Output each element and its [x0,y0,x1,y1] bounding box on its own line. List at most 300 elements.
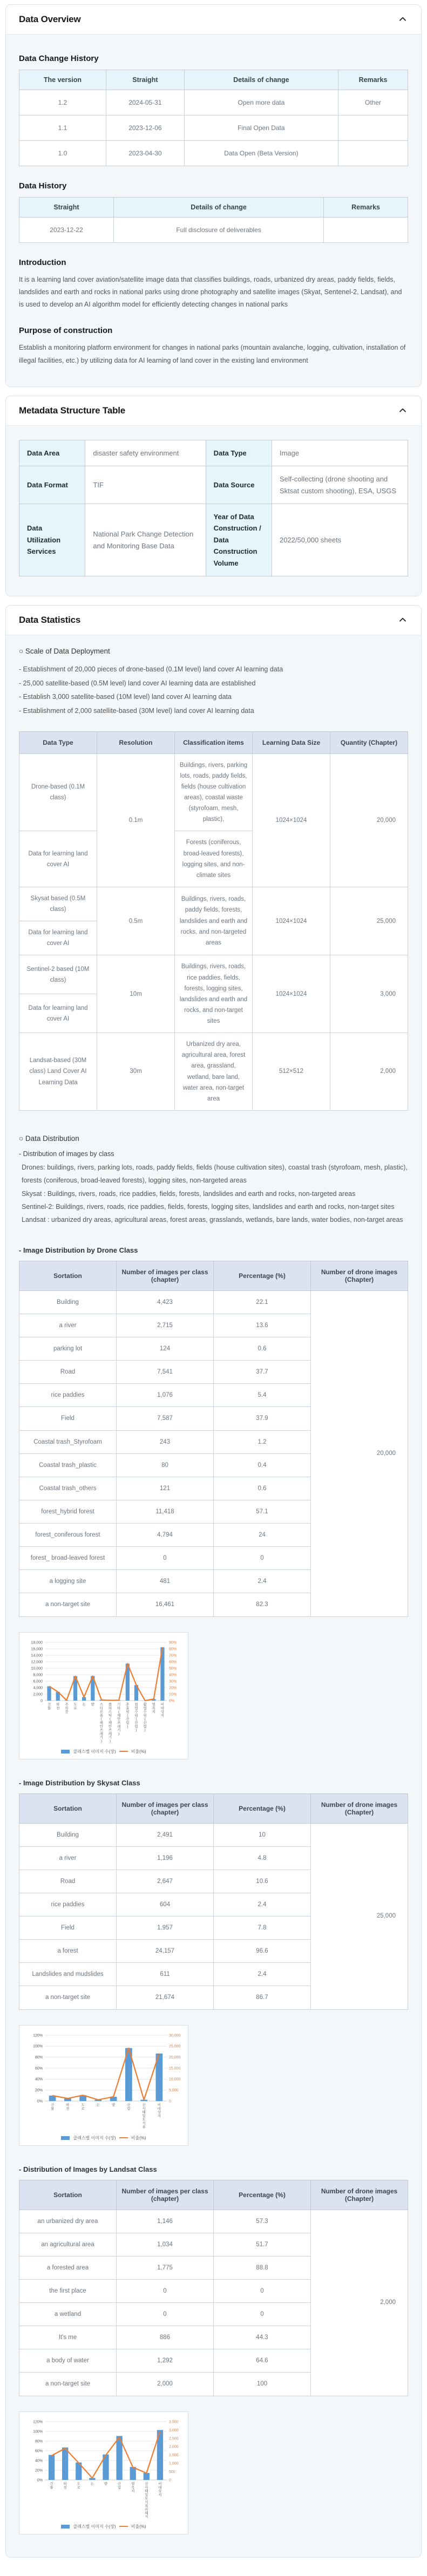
svg-text:2,000: 2,000 [33,1693,43,1696]
svg-text:8,000: 8,000 [33,1673,43,1677]
svg-text:80%: 80% [169,1647,177,1651]
table-row [19,1823,408,1846]
table-cell: TIF [85,466,206,504]
x-axis-label: 기 타 ( 해 안 쓰 레 기 ) [117,1702,121,1736]
table-cell: 2024-05-31 [106,90,185,115]
table-cell: 21,674 [117,1986,214,2009]
metadata-body [6,426,421,596]
table-cell: 20,000 [330,753,408,887]
table-cell: 1,076 [117,1384,214,1407]
scale-bullets [19,663,408,718]
table-cell: 2023-12-22 [19,218,114,243]
table-cell: Other [338,90,408,115]
svg-text:10,000: 10,000 [31,1667,43,1670]
table-cell: rice paddies [19,1384,117,1407]
column-header: Percentage (%) [214,2180,311,2210]
svg-text:20%: 20% [169,1686,177,1690]
svg-text:60%: 60% [35,2449,43,2453]
metadata-title: Metadata Structure Table [19,405,125,416]
table-cell: 1,196 [117,1846,214,1870]
svg-text:6,000: 6,000 [33,1680,43,1683]
table-cell: 0 [214,2279,311,2302]
data-statistics-title: Data Statistics [19,615,80,626]
svg-text:60%: 60% [169,1660,177,1664]
introduction-text: It is a learning land cover aviation/satellite image data that classifies buildings, roads, urbanized dry areas, paddy fields, fields, landslides and earth and rocks in national parks using drone photography and satellite images (Skyat, Sentenel-2, Landsat), and is used to develop an AI algorithm model for efficiently detecting changes in national parks [19,274,408,311]
x-axis-label: 건 물 [51,2102,55,2111]
table-cell: 2.4 [214,1893,311,1916]
table-cell: Open more data [184,90,338,115]
table-cell: a river [19,1314,117,1337]
column-header: Classification items [175,731,253,753]
table-cell: 2,647 [117,1870,214,1893]
table-cell: 2,491 [117,1823,214,1846]
table-cell: 2,715 [117,1314,214,1337]
table-cell: 1,957 [117,1916,214,1940]
table-cell: 10 [214,1823,311,1846]
table-cell: 0 [117,2303,214,2326]
table-cell: 30m [97,1033,175,1111]
table-cell: 24 [214,1524,311,1547]
legend-line-label: 비율(%) [131,2135,146,2141]
table-cell: Data for learning land cover AI [19,831,97,887]
table-cell: 121 [117,1477,214,1500]
table-cell: 0.6 [214,1337,311,1361]
table-cell: Building [19,1823,117,1846]
svg-text:10%: 10% [169,1693,177,1696]
table-cell: forest_hybrid forest [19,1500,117,1523]
svg-text:0: 0 [40,1699,43,1703]
table-cell: 16,461 [117,1593,214,1616]
table-cell: 0 [117,2279,214,2302]
table-row [19,218,408,243]
change-history-table [19,70,408,166]
table-cell: Field [19,1916,117,1940]
table-cell: 11,418 [117,1500,214,1523]
svg-text:1,000: 1,000 [169,2462,179,2465]
table-cell: 1.1 [19,115,106,141]
column-header: Percentage (%) [214,1261,311,1290]
legend-bar-swatch [61,2525,70,2529]
table-cell: a river [19,1846,117,1870]
table-cell: 7,541 [117,1361,214,1384]
table-row [19,90,408,115]
svg-text:2,500: 2,500 [169,2437,179,2441]
bar [49,2455,55,2479]
drone-distribution-table [19,1261,408,1617]
data-overview-body [6,35,421,386]
svg-text:16,000: 16,000 [31,1647,43,1651]
table-cell: 1024×1024 [253,955,330,1033]
data-table [19,70,408,166]
table-row [19,1290,408,1314]
table-cell: Buildings, rivers, roads, rice paddies, fields, forests, logging sites, landslides and earth and rocks, and non-target sites [175,955,253,1033]
svg-text:14,000: 14,000 [31,1654,43,1657]
trend-line [52,2048,159,2099]
table-cell: 86.7 [214,1986,311,2009]
x-axis-label: 밭 [91,1702,95,1707]
table-cell: 10m [97,955,175,1033]
legend-line-label: 비율(%) [131,2524,146,2530]
table-cell: 20,000 [311,1290,408,1616]
table-row [19,753,408,831]
table-row [19,1033,408,1111]
class-line-skysat: Skysat : Buildings, rivers, roads, rice paddies, fields, forests, landslides and earth and rocks, non-targeted areas [19,1187,408,1200]
table-cell [338,141,408,166]
table-cell: 886 [117,2326,214,2349]
x-axis-label: 하 천 [66,2102,70,2111]
data-statistics-header[interactable] [6,606,421,635]
svg-text:70%: 70% [169,1654,177,1657]
data-table [19,1793,408,2010]
svg-text:25,000: 25,000 [169,2044,181,2048]
class-distribution-lines [19,1161,408,1227]
skysat-distribution-heading: - Image Distribution by Skysat Class [19,1779,408,1787]
table-cell: 243 [117,1430,214,1453]
x-axis-label: 밭 [104,2481,108,2486]
data-history-heading: Data History [19,181,408,191]
svg-text:10,000: 10,000 [169,2077,181,2081]
table-row [19,887,408,921]
landsat-distribution-heading: - Distribution of Images by Landsat Class [19,2165,408,2173]
svg-text:100%: 100% [33,2430,43,2434]
table-cell: Landslides and mudslides [19,1963,117,1986]
table-cell: a body of water [19,2349,117,2373]
svg-text:2,000: 2,000 [169,2445,179,2449]
svg-text:60%: 60% [35,2067,43,2070]
table-cell: 13.6 [214,1314,311,1337]
table-cell [324,218,408,243]
purpose-text: Establish a monitoring platform environment for changes in national parks (mountain avalanche, logging, cultivation, installation of illegal facilities, etc.) by utilizing data for AI learning of land cover in the existing land environment [19,342,408,366]
table-cell: Year of Data Construction / Data Construction Volume [206,504,272,576]
table-cell: Self-collecting (drone shooting and Sktsat custom shooting), ESA, USGS [272,466,408,504]
x-axis-label: 플 라 스 틱 ( 해 안 쓰 레 기 ) [109,1702,112,1743]
table-cell: Final Open Data [184,115,338,141]
table-cell: 2023-04-30 [106,141,185,166]
table-cell: Coastal trash_others [19,1477,117,1500]
table-cell: 604 [117,1893,214,1916]
legend-line-swatch [119,2137,128,2139]
table-cell: 2,000 [117,2373,214,2396]
data-overview-title: Data Overview [19,14,81,25]
column-header: Data Type [19,731,97,753]
chart-svg [21,2416,186,2522]
table-row [19,466,408,504]
column-header: Learning Data Size [253,731,330,753]
table-cell: 481 [117,1570,214,1593]
card-data-statistics [5,605,422,2557]
column-header: Number of drone images (Chapter) [311,1793,408,1823]
scale-bullet: - Establishment of 2,000 satellite-based (30M level) land cover AI learning data [19,704,408,718]
table-cell: Building [19,1290,117,1314]
x-axis-label: 논 [97,2103,100,2107]
chevron-up-icon[interactable] [397,615,408,626]
column-header: Straight [19,198,114,218]
x-axis-label: 스 티 로 폼 ( 해 안 쓰 레 기 ) [100,1702,104,1743]
scale-bullet: - 25,000 satellite-based (0.5M level) land cover AI learning data are established [19,677,408,691]
table-cell: Data Area [19,440,85,466]
bar [144,2473,150,2480]
table-cell: 2.4 [214,1570,311,1593]
table-cell: Image [272,440,408,466]
table-cell: Data for learning land cover AI [19,921,97,955]
svg-text:100%: 100% [33,2044,43,2048]
drone-class-chart [19,1632,188,1759]
table-row [19,2210,408,2233]
x-axis-label: 하 천 [56,1702,60,1710]
table-cell: 4,423 [117,1290,214,1314]
svg-text:120%: 120% [33,2420,43,2424]
legend-line-swatch [119,2526,128,2527]
legend-bar-label: 클래스별 이미지 수(장) [73,2524,116,2530]
table-cell: a logging site [19,1570,117,1593]
svg-text:40%: 40% [169,1673,177,1677]
svg-text:4,000: 4,000 [33,1686,43,1690]
table-cell: 611 [117,1963,214,1986]
svg-text:40%: 40% [35,2459,43,2463]
table-cell: 5.4 [214,1384,311,1407]
table-cell: Buildings, rivers, parking lots, roads, paddy fields, fields (house cultivation areas), coastal waste (styrofoam, mesh, plastic), [175,753,253,831]
table-cell: 1,034 [117,2233,214,2256]
table-cell: 7,587 [117,1407,214,1430]
table-cell: 57.1 [214,1500,311,1523]
column-header: Resolution [97,731,175,753]
table-cell: Buildings, rivers, roads, paddy fields, forests, landslides and earth and rocks, and non-targeted areas [175,887,253,955]
column-header: The version [19,70,106,90]
table-cell: forest_ broad-leaved forest [19,1547,117,1570]
table-cell: 1,775 [117,2256,214,2279]
chart-legend [19,2133,188,2144]
svg-text:18,000: 18,000 [31,1641,43,1644]
table-cell: Field [19,1407,117,1430]
svg-text:3,500: 3,500 [169,2420,179,2424]
table-row [19,504,408,576]
table-cell: 88.8 [214,2256,311,2279]
table-cell: 2022/50,000 sheets [272,504,408,576]
table-cell: 0.5m [97,887,175,955]
table-cell: 96.6 [214,1940,311,1963]
table-cell: 0.6 [214,1477,311,1500]
deployment-table [19,731,408,1111]
table-cell: Data Format [19,466,85,504]
introduction-heading: Introduction [19,258,408,267]
class-line-sentinel: Sentinel-2: Buildings, rivers, roads, rice paddies, fields, forests, logging sites, landslides and earth and rocks, non-target sites [19,1200,408,1213]
data-table [19,731,408,1111]
metadata-table [19,440,408,577]
svg-text:0%: 0% [37,2478,43,2482]
table-cell: 1,146 [117,2210,214,2233]
table-cell: 0.4 [214,1453,311,1477]
x-axis-label: 건 물 [48,1702,51,1710]
table-cell: Skysat based (0.5M class) [19,887,97,921]
metadata-header[interactable] [6,396,421,426]
skysat-distribution-table [19,1793,408,2010]
table-cell: Landsat-based (30M class) Land Cover AI Learning Data [19,1033,97,1111]
x-axis-label: 침 엽 수 림 ( 산 림 ) [134,1702,138,1732]
table-cell: 512×512 [253,1033,330,1111]
legend-bar-label: 클래스별 이미지 수(장) [73,1749,116,1755]
table-cell: Data for learning land cover AI [19,994,97,1033]
svg-text:50%: 50% [169,1667,177,1670]
table-cell [338,115,408,141]
table-cell: Forests (coniferous, broad-leaved forests), logging sites, and non-climate sites [175,831,253,887]
svg-text:3,000: 3,000 [169,2428,179,2432]
x-axis-label: 도 로 [81,2103,85,2111]
table-cell: a non-target site [19,1986,117,2009]
svg-text:0: 0 [169,2478,171,2482]
table-cell: 0 [117,1547,214,1570]
class-line-drones: Drones: buildings, rivers, parking lots, roads, paddy fields, fields (house cultivation sites), coastal trash (styrofoam, mesh, plastic), forests (coniferous, broad-leaved forests), logging sites, non-targeted areas [19,1161,408,1187]
table-cell: Data Open (Beta Version) [184,141,338,166]
x-axis-label: 주 차 장 [65,1702,69,1714]
legend-bar-swatch [61,1750,70,1753]
column-header: Details of change [184,70,338,90]
chart-svg [21,2030,186,2133]
table-cell: 25,000 [330,887,408,955]
column-header: Number of drone images (Chapter) [311,1261,408,1290]
x-axis-label: 밭 [112,2102,116,2107]
svg-text:20%: 20% [35,2089,43,2092]
svg-text:80%: 80% [35,2439,43,2443]
legend-bar-label: 클래스별 이미지 수(장) [73,2135,116,2141]
column-header: Percentage (%) [214,1793,311,1823]
chevron-up-icon[interactable] [397,14,408,25]
table-cell: a non-target site [19,1593,117,1616]
x-axis-label: 산 림 [118,2481,121,2490]
table-cell: 22.1 [214,1290,311,1314]
data-table [19,1261,408,1617]
svg-text:1,500: 1,500 [169,2453,179,2457]
x-axis-label: 도 로 [73,1702,77,1710]
data-overview-header[interactable] [6,5,421,35]
table-cell: 2,000 [311,2210,408,2396]
table-cell: a forest [19,1940,117,1963]
svg-text:30%: 30% [169,1680,177,1683]
column-header: Remarks [338,70,408,90]
column-header: Number of drone images (Chapter) [311,2180,408,2210]
x-axis-label: 혼 효 림 ( 산 림 ) [126,1702,130,1729]
legend-bar-swatch [61,2136,70,2140]
table-cell: 82.3 [214,1593,311,1616]
table-cell: 7.8 [214,1916,311,1940]
column-header: Remarks [324,198,408,218]
x-axis-label: 건 물 [50,2481,53,2490]
table-cell: 10.6 [214,1870,311,1893]
purpose-heading: Purpose of construction [19,326,408,335]
data-history-table [19,197,408,243]
landsat-distribution-table [19,2180,408,2396]
table-cell: 1.2 [19,90,106,115]
chart-legend [19,2522,188,2532]
table-cell: 1.0 [19,141,106,166]
scale-bullet: - Establishment of 20,000 pieces of drone-based (0.1M level) land cover AI learning data [19,663,408,677]
table-cell: 0 [214,1547,311,1570]
table-cell: a wetland [19,2303,117,2326]
bar [47,1686,51,1701]
table-cell: 4.8 [214,1846,311,1870]
column-header: Number of images per class (chapter) [117,1793,214,1823]
table-cell: 100 [214,2373,311,2396]
table-row [19,955,408,994]
table-cell: 0 [214,2303,311,2326]
change-history-heading: Data Change History [19,54,408,63]
svg-text:80%: 80% [35,2056,43,2060]
x-axis-label: 산 림 [127,2102,131,2111]
table-cell: 1024×1024 [253,753,330,887]
table-cell: an urbanized dry area [19,2210,117,2233]
column-header: Straight [106,70,185,90]
table-cell: Coastal trash_plastic [19,1453,117,1477]
column-header: Number of images per class (chapter) [117,1261,214,1290]
x-axis-label: 벌 목 지 [131,2481,135,2493]
table-cell: 80 [117,1453,214,1477]
chart-legend [19,1747,188,1757]
table-row [19,141,408,166]
x-axis-label: 활 엽 수 림 ( 산 림 ) [144,1702,147,1732]
table-cell: 57.3 [214,2210,311,2233]
svg-text:0%: 0% [169,1699,174,1703]
table-cell: 1,292 [117,2349,214,2373]
table-cell: National Park Change Detection and Monitoring Base Data [85,504,206,576]
table-cell: 37.7 [214,1361,311,1384]
legend-line-label: 비율(%) [131,1749,146,1755]
column-header: Sortation [19,1261,117,1290]
table-cell: 44.3 [214,2326,311,2349]
svg-text:40%: 40% [35,2077,43,2081]
table-cell: Road [19,1361,117,1384]
table-cell: Data Type [206,440,272,466]
column-header: Sortation [19,1793,117,1823]
x-axis-label: 비 대 상 지 [158,2481,162,2497]
table-cell: Data Utilization Services [19,504,85,576]
table-cell: Coastal trash_Styrofoam [19,1430,117,1453]
table-cell: Drone-based (0.1M class) [19,753,97,831]
table-cell: Sentinel-2 based (10M class) [19,955,97,994]
x-axis-label: 산 사 태 및 토 석 류 피 해 지 [145,2481,148,2519]
scale-of-deployment-heading: ○ Scale of Data Deployment [19,647,408,655]
chevron-up-icon[interactable] [397,405,408,416]
svg-text:90%: 90% [169,1641,177,1644]
table-cell: parking lot [19,1337,117,1361]
drone-distribution-heading: - Image Distribution by Drone Class [19,1246,408,1254]
data-table [19,2180,408,2396]
column-header: Details of change [113,198,323,218]
x-axis-label: 하 천 [64,2481,67,2490]
table-row [19,440,408,466]
class-line-landsat: Landsat : urbanized dry areas, agricultural areas, forest areas, grasslands, wetlands, bare lands, water bodies, non-target areas [19,1213,408,1226]
svg-text:30,000: 30,000 [169,2034,181,2037]
svg-text:120%: 120% [33,2034,43,2037]
table-row [19,115,408,141]
x-axis-label: 비 대 상 지 [158,2102,161,2118]
column-header: Sortation [19,2180,117,2210]
svg-text:20%: 20% [35,2469,43,2472]
column-header: Quantity (Chapter) [330,731,408,753]
table-cell: disaster safety environment [85,440,206,466]
x-axis-label: 논 [91,2482,94,2486]
card-data-overview [5,4,422,387]
table-cell: rice paddies [19,1893,117,1916]
scale-bullet: - Establish 3,000 satellite-based (10M level) land cover AI learning data [19,690,408,704]
table-cell: 64.6 [214,2349,311,2373]
chart-svg [21,1637,186,1747]
x-axis-label: 벌 목 지 [152,1702,156,1714]
table-cell: 124 [117,1337,214,1361]
x-axis-label: 산 사 태 및 토 석 류 [142,2102,146,2129]
svg-text:0: 0 [169,2099,171,2103]
data-statistics-body [6,635,421,2557]
table-cell: 3,000 [330,955,408,1033]
svg-text:500: 500 [169,2470,175,2473]
